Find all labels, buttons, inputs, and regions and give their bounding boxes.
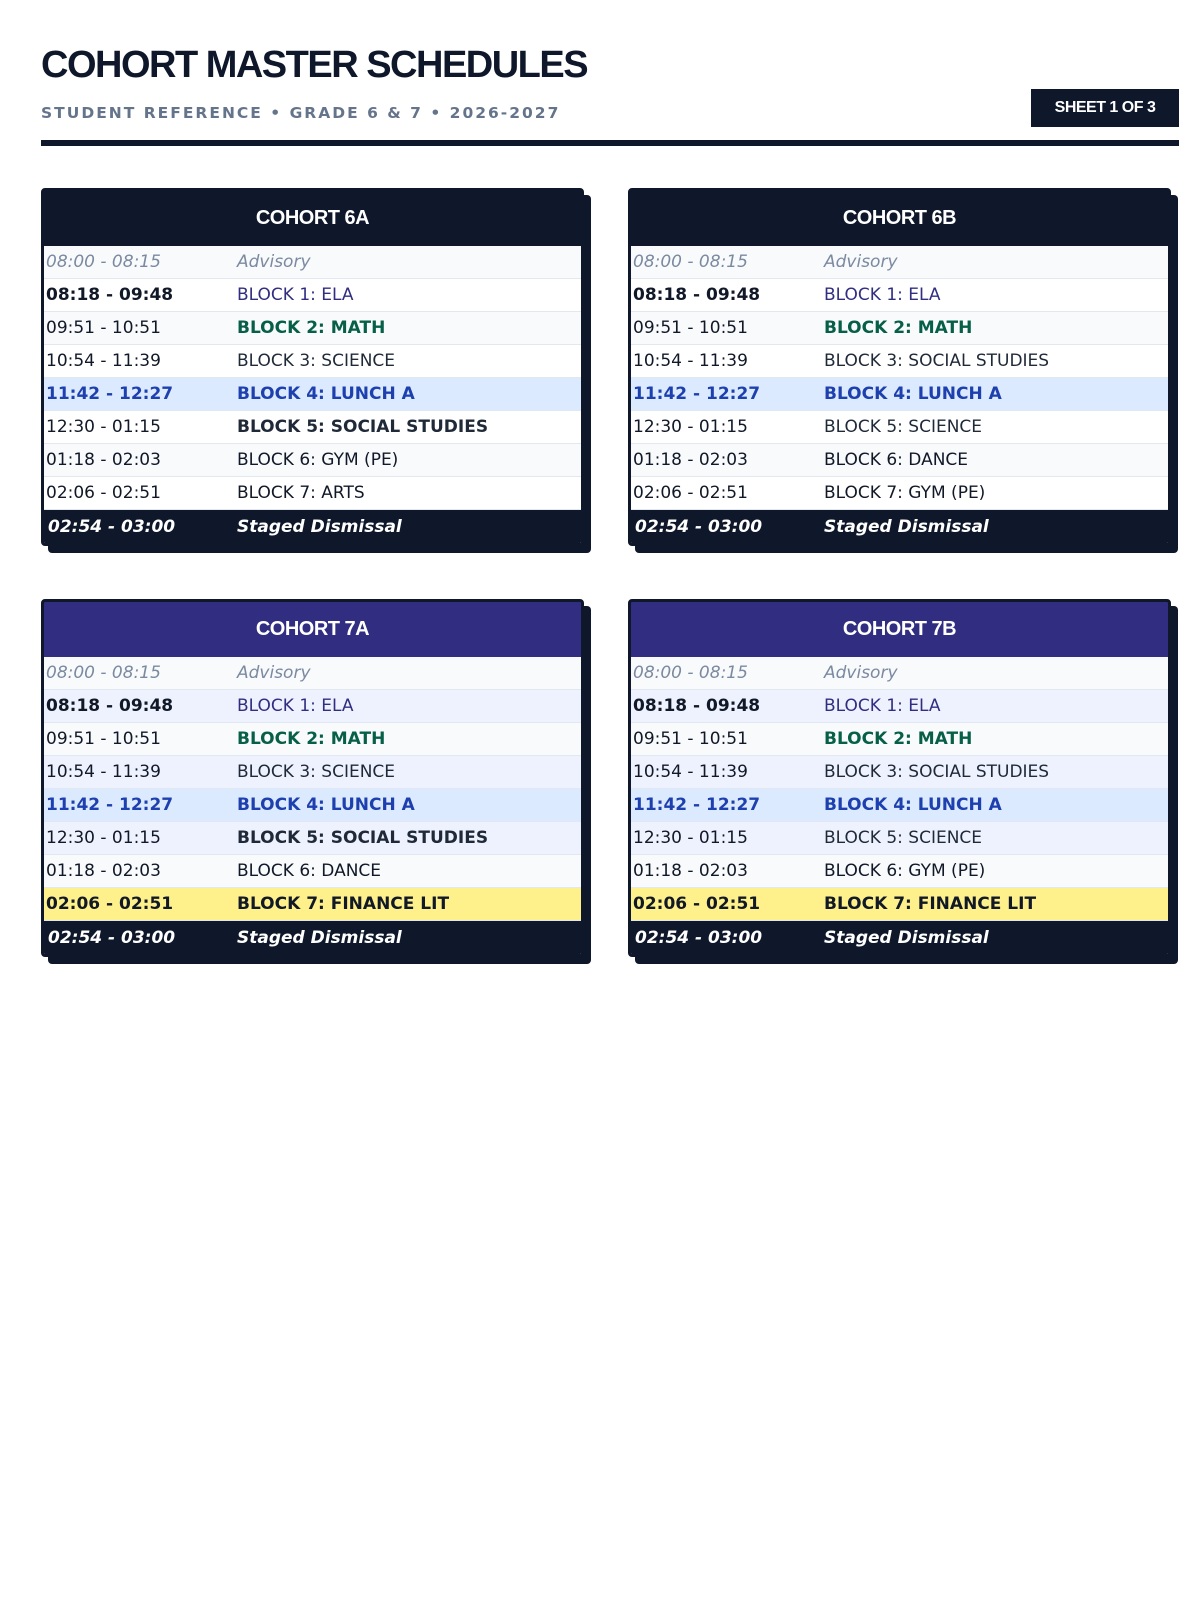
schedule-row-dismissal [631, 510, 1168, 543]
row-class: Advisory [237, 663, 311, 683]
schedule-row-block-7 [631, 477, 1168, 510]
row-class: BLOCK 6: GYM (PE) [237, 450, 399, 470]
schedule-row-block-5 [631, 411, 1168, 444]
schedule-row-dismissal [44, 921, 581, 954]
row-time: 08:00 - 08:15 [46, 663, 161, 683]
schedule-row-block-5 [631, 822, 1168, 855]
row-time: 10:54 - 11:39 [46, 351, 161, 371]
row-class: BLOCK 3: SCIENCE [237, 351, 396, 371]
cohort-title: COHORT 6B [631, 191, 1168, 246]
schedule-row-block-2 [44, 723, 581, 756]
row-time: 09:51 - 10:51 [46, 729, 161, 749]
row-class: BLOCK 3: SCIENCE [237, 762, 396, 782]
row-time: 01:18 - 02:03 [633, 861, 748, 881]
cohort-card-6b [628, 188, 1171, 546]
row-time: 11:42 - 12:27 [633, 384, 761, 404]
schedule-row-block-5 [44, 411, 581, 444]
row-class: BLOCK 1: ELA [237, 285, 354, 305]
row-class: BLOCK 2: MATH [824, 729, 973, 749]
schedule-table [631, 246, 1168, 543]
row-class: Advisory [237, 252, 311, 272]
row-time: 08:18 - 09:48 [46, 285, 174, 305]
row-class: Staged Dismissal [824, 516, 989, 537]
row-time: 02:54 - 03:00 [635, 516, 763, 537]
row-class: BLOCK 5: SCIENCE [824, 828, 983, 848]
row-class: BLOCK 5: SOCIAL STUDIES [237, 417, 489, 437]
row-class: BLOCK 4: LUNCH A [824, 795, 1002, 815]
row-time: 02:54 - 03:00 [635, 927, 763, 948]
schedule-table [44, 657, 581, 954]
row-class: BLOCK 7: ARTS [237, 483, 365, 503]
schedule-row-block-4-lunch [44, 789, 581, 822]
page-header [41, 0, 1179, 148]
row-time: 08:18 - 09:48 [46, 696, 174, 716]
row-class: BLOCK 5: SCIENCE [824, 417, 983, 437]
row-time: 08:00 - 08:15 [633, 252, 748, 272]
schedule-row-advisory [44, 657, 581, 690]
row-class: BLOCK 6: DANCE [824, 450, 969, 470]
row-time: 10:54 - 11:39 [46, 762, 161, 782]
cohort-title: COHORT 7A [44, 602, 581, 657]
row-time: 02:54 - 03:00 [48, 927, 176, 948]
row-class: BLOCK 6: GYM (PE) [824, 861, 986, 881]
row-time: 10:54 - 11:39 [633, 762, 748, 782]
schedule-row-block-6 [44, 855, 581, 888]
row-class: Advisory [824, 663, 898, 683]
row-class: BLOCK 4: LUNCH A [237, 384, 415, 404]
row-class: BLOCK 1: ELA [824, 285, 941, 305]
schedule-row-block-4-lunch [44, 378, 581, 411]
schedule-row-block-3 [631, 345, 1168, 378]
cohort-title: COHORT 6A [44, 191, 581, 246]
row-class: BLOCK 7: GYM (PE) [824, 483, 986, 503]
cohort-title: COHORT 7B [631, 602, 1168, 657]
schedule-row-block-3 [44, 345, 581, 378]
row-time: 12:30 - 01:15 [633, 417, 748, 437]
row-class: BLOCK 3: SOCIAL STUDIES [824, 351, 1050, 371]
schedule-row-advisory [44, 246, 581, 279]
row-time: 12:30 - 01:15 [633, 828, 748, 848]
cohort-card-7a [41, 599, 584, 957]
row-class: Staged Dismissal [237, 516, 402, 537]
schedule-page [41, 0, 1179, 148]
schedule-row-block-1 [44, 279, 581, 312]
schedule-row-block-6 [44, 444, 581, 477]
schedule-table [631, 657, 1168, 954]
row-class: BLOCK 4: LUNCH A [237, 795, 415, 815]
schedule-row-block-1 [44, 690, 581, 723]
row-class: BLOCK 7: FINANCE LIT [824, 894, 1037, 914]
row-time: 02:06 - 02:51 [46, 483, 161, 503]
row-time: 01:18 - 02:03 [46, 450, 161, 470]
schedule-row-block-7 [44, 477, 581, 510]
schedule-row-block-3 [44, 756, 581, 789]
row-class: BLOCK 2: MATH [237, 318, 386, 338]
row-time: 09:51 - 10:51 [633, 729, 748, 749]
row-class: Advisory [824, 252, 898, 272]
row-time: 12:30 - 01:15 [46, 417, 161, 437]
row-time: 01:18 - 02:03 [46, 861, 161, 881]
schedule-row-block-2 [44, 312, 581, 345]
schedule-row-block-1 [631, 279, 1168, 312]
schedule-row-advisory [631, 657, 1168, 690]
sheet-badge: SHEET 1 OF 3 [1031, 89, 1179, 127]
schedule-row-block-6 [631, 444, 1168, 477]
row-time: 10:54 - 11:39 [633, 351, 748, 371]
row-time: 09:51 - 10:51 [46, 318, 161, 338]
schedule-row-block-4-lunch [631, 378, 1168, 411]
row-time: 08:00 - 08:15 [633, 663, 748, 683]
row-time: 02:54 - 03:00 [48, 516, 176, 537]
row-time: 02:06 - 02:51 [633, 483, 748, 503]
row-time: 02:06 - 02:51 [46, 894, 174, 914]
row-time: 11:42 - 12:27 [46, 795, 174, 815]
schedule-row-advisory [631, 246, 1168, 279]
row-class: Staged Dismissal [824, 927, 989, 948]
row-time: 12:30 - 01:15 [46, 828, 161, 848]
row-time: 08:18 - 09:48 [633, 696, 761, 716]
row-class: BLOCK 2: MATH [824, 318, 973, 338]
row-class: BLOCK 5: SOCIAL STUDIES [237, 828, 489, 848]
row-time: 11:42 - 12:27 [633, 795, 761, 815]
schedule-row-block-2 [631, 723, 1168, 756]
row-time: 09:51 - 10:51 [633, 318, 748, 338]
schedule-row-block-2 [631, 312, 1168, 345]
row-class: BLOCK 3: SOCIAL STUDIES [824, 762, 1050, 782]
header-divider [41, 140, 1179, 146]
schedule-row-block-3 [631, 756, 1168, 789]
page-subtitle: STUDENT REFERENCE • GRADE 6 & 7 • 2026-2027 [41, 104, 561, 122]
schedule-row-block-7-finance [44, 888, 581, 921]
schedule-row-block-4-lunch [631, 789, 1168, 822]
schedule-row-block-5 [44, 822, 581, 855]
row-class: Staged Dismissal [237, 927, 402, 948]
schedule-row-block-7-finance [631, 888, 1168, 921]
cohort-card-7b [628, 599, 1171, 957]
schedule-row-block-6 [631, 855, 1168, 888]
row-class: BLOCK 1: ELA [237, 696, 354, 716]
cohort-card-6a [41, 188, 584, 546]
row-class: BLOCK 1: ELA [824, 696, 941, 716]
schedule-row-dismissal [631, 921, 1168, 954]
page-title: COHORT MASTER SCHEDULES [41, 44, 588, 86]
row-time: 08:00 - 08:15 [46, 252, 161, 272]
row-time: 02:06 - 02:51 [633, 894, 761, 914]
schedule-table [44, 246, 581, 543]
schedule-row-block-1 [631, 690, 1168, 723]
row-class: BLOCK 7: FINANCE LIT [237, 894, 450, 914]
row-time: 11:42 - 12:27 [46, 384, 174, 404]
schedule-row-dismissal [44, 510, 581, 543]
row-class: BLOCK 6: DANCE [237, 861, 382, 881]
row-time: 01:18 - 02:03 [633, 450, 748, 470]
row-class: BLOCK 4: LUNCH A [824, 384, 1002, 404]
row-class: BLOCK 2: MATH [237, 729, 386, 749]
row-time: 08:18 - 09:48 [633, 285, 761, 305]
